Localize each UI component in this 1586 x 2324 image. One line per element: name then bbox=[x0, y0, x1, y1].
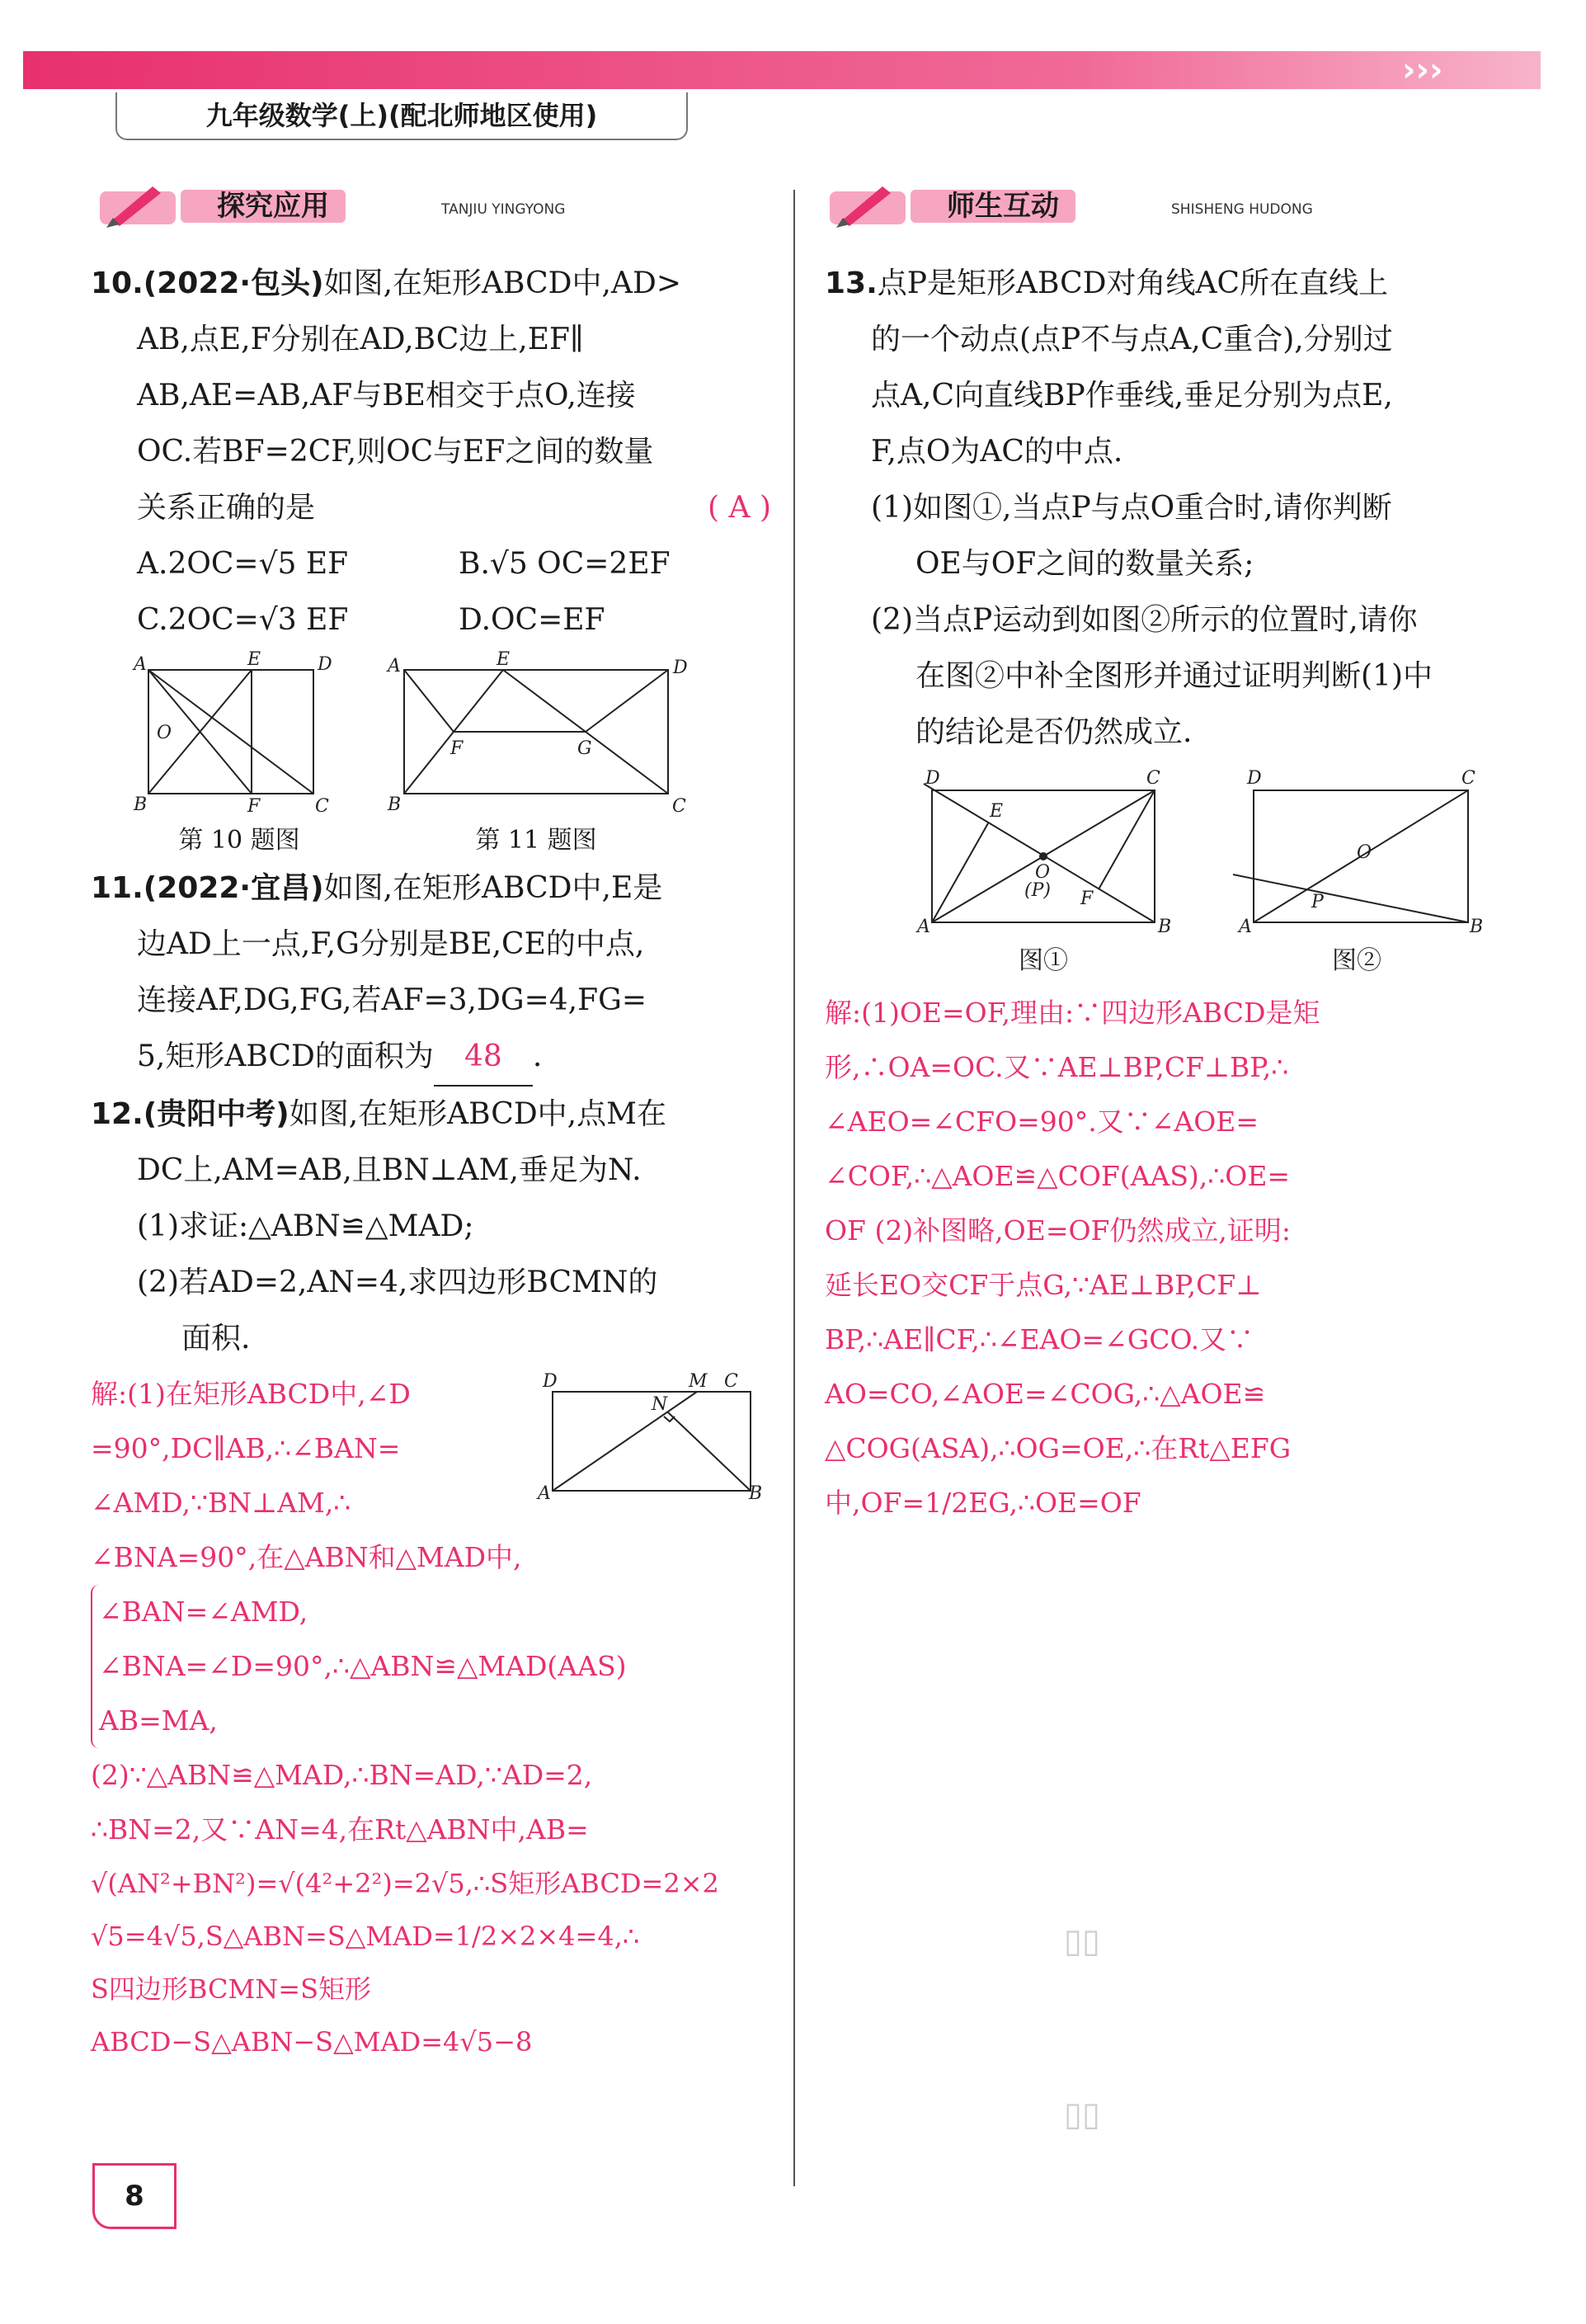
answer-choice: ( A ) bbox=[708, 491, 771, 525]
svg-text:E: E bbox=[990, 801, 1004, 822]
fill-blank-answer: 48 bbox=[434, 1029, 533, 1087]
svg-text:F: F bbox=[1080, 889, 1094, 909]
q-text: 边AD上一点,F,G分别是BE,CE的中点, bbox=[137, 927, 645, 961]
solution-line: ∠AEO=∠CFO=90°.又∵∠AOE= bbox=[825, 1105, 1259, 1138]
figures-row bbox=[91, 649, 771, 856]
svg-text:A: A bbox=[388, 656, 401, 676]
q-source: (2022·宜昌) bbox=[143, 871, 324, 905]
solution-12 bbox=[91, 1367, 771, 2068]
solution-line: 延长EO交CF于点G,∵AE⊥BP,CF⊥ bbox=[825, 1269, 1262, 1301]
solution-line: ∠COF,∴△AOE≌△COF(AAS),∴OE= bbox=[825, 1160, 1291, 1192]
svg-text:A: A bbox=[917, 917, 930, 937]
column-divider bbox=[793, 190, 795, 2186]
q-text: AB,AE=AB,AF与BE相交于点O,连接 bbox=[137, 379, 636, 412]
figure-caption: 第 11 题图 bbox=[475, 826, 597, 855]
question-10 bbox=[91, 256, 771, 648]
question-12 bbox=[91, 1087, 771, 2068]
solution-13 bbox=[825, 986, 1501, 1530]
right-column bbox=[825, 256, 1501, 1530]
q-source: (2022·包头) bbox=[143, 266, 324, 300]
option-d: D.OC=EF bbox=[459, 603, 605, 637]
q-part: 在图②中补全图形并通过证明判断(1)中 bbox=[915, 659, 1433, 693]
figure-13-2-diagram bbox=[1229, 766, 1485, 939]
pen-icon bbox=[95, 178, 186, 231]
q-text: AB,点E,F分别在AD,BC边上,EF∥ bbox=[137, 323, 584, 356]
section-header-right bbox=[825, 178, 1501, 229]
svg-text:D: D bbox=[318, 654, 332, 675]
question-13 bbox=[825, 256, 1501, 1530]
solution-line: =90°,DC∥AB,∴∠BAN= bbox=[91, 1432, 401, 1464]
q-text: 连接AF,DG,FG,若AF=3,DG=4,FG= bbox=[137, 983, 647, 1017]
figure-13-2 bbox=[1229, 766, 1485, 976]
solution-line: AO=CO,∠AOE=∠COG,∴△AOE≌ bbox=[825, 1378, 1266, 1410]
solution-line: ∴BN=2,又∵AN=4,在Rt△ABN中,AB= bbox=[91, 1813, 589, 1846]
figure-13-1 bbox=[915, 766, 1171, 976]
q-part: (2)若AD=2,AN=4,求四边形BCMN的 bbox=[137, 1266, 658, 1299]
q-part: (1)求证:△ABN≌△MAD; bbox=[137, 1209, 474, 1243]
figure-caption: 图② bbox=[1332, 946, 1381, 975]
figure-11 bbox=[379, 649, 693, 856]
bleed-through-mark: ▯▯ bbox=[1064, 2095, 1101, 2133]
figure-10 bbox=[132, 649, 346, 856]
q-number: 13. bbox=[825, 266, 878, 300]
q-text: 如图,在矩形ABCD中,AD> bbox=[323, 266, 682, 300]
options bbox=[91, 536, 771, 648]
svg-text:A: A bbox=[538, 1483, 551, 1504]
chevron-icon: ››› bbox=[1402, 51, 1443, 89]
figure-caption: 图① bbox=[1019, 946, 1068, 975]
section-pinyin: TANJIU YINGYONG bbox=[441, 201, 566, 218]
q-text: OC.若BF=2CF,则OC与EF之间的数量 bbox=[137, 435, 654, 469]
page-number: 8 bbox=[92, 2163, 176, 2229]
solution-line: OF (2)补图略,OE=OF仍然成立,证明: bbox=[825, 1214, 1292, 1247]
q-part: 的结论是否仍然成立. bbox=[915, 715, 1193, 749]
svg-text:C: C bbox=[672, 796, 686, 817]
section-title: 探究应用 bbox=[181, 190, 346, 223]
q-part: OE与OF之间的数量关系; bbox=[915, 547, 1254, 581]
svg-text:C: C bbox=[315, 796, 329, 817]
svg-text:D: D bbox=[673, 658, 688, 678]
figure-12-diagram bbox=[536, 1367, 763, 1504]
page-subtitle: 九年级数学(上)(配北师地区使用) bbox=[115, 92, 688, 140]
svg-text:E: E bbox=[247, 649, 261, 670]
solution-line: BP,∴AE∥CF,∴∠EAO=∠GCO.又∵ bbox=[825, 1323, 1254, 1355]
q-text: 点P是矩形ABCD对角线AC所在直线上 bbox=[877, 266, 1389, 300]
option-a: A.2OC=√5 EF bbox=[137, 547, 349, 581]
solution-line: ∠AMD,∵BN⊥AM,∴ bbox=[91, 1487, 351, 1519]
q-part: (1)如图①,当点P与点O重合时,请你判断 bbox=[871, 491, 1392, 525]
svg-text:E: E bbox=[497, 649, 511, 670]
svg-text:G: G bbox=[577, 738, 592, 759]
svg-text:F: F bbox=[247, 796, 261, 817]
section-pinyin: SHISHENG HUDONG bbox=[1171, 201, 1313, 218]
svg-text:A: A bbox=[1239, 917, 1252, 937]
q-text: 5,矩形ABCD的面积为 bbox=[137, 1039, 434, 1073]
q-text: DC上,AM=AB,且BN⊥AM,垂足为N. bbox=[137, 1153, 642, 1187]
q-part: (2)当点P运动到如图②所示的位置时,请你 bbox=[871, 603, 1418, 637]
solution-line: S四边形BCMN=S矩形ABCD−S△ABN−S△MAD=4√5−8 bbox=[91, 1973, 533, 2058]
header-band bbox=[23, 51, 1541, 89]
q-number: 10. bbox=[91, 266, 144, 300]
q-number: 11. bbox=[91, 871, 144, 905]
svg-text:A: A bbox=[134, 654, 147, 675]
svg-text:C: C bbox=[1461, 768, 1475, 789]
svg-text:O: O bbox=[1357, 842, 1372, 863]
figure-13-1-diagram bbox=[915, 766, 1171, 939]
svg-text:B: B bbox=[1470, 917, 1484, 937]
solution-line: (2)∵△ABN≌△MAD,∴BN=AD,∵AD=2, bbox=[91, 1759, 593, 1791]
section-title: 师生互动 bbox=[911, 190, 1075, 223]
svg-text:P: P bbox=[1311, 892, 1324, 912]
figure-caption: 第 10 题图 bbox=[178, 826, 300, 855]
solution-line: 中,OF=1/2EG,∴OE=OF bbox=[825, 1487, 1141, 1519]
solution-line: AB=MA, bbox=[99, 1704, 218, 1737]
q-text: 的一个动点(点P不与点A,C重合),分别过 bbox=[871, 323, 1393, 356]
q-part: 面积. bbox=[181, 1322, 251, 1355]
solution-line: ∠BNA=∠D=90°,∴△ABN≌△MAD(AAS) bbox=[99, 1650, 627, 1682]
svg-text:O: O bbox=[157, 723, 172, 743]
solution-line: √5=4√5,S△ABN=S△MAD=1/2×2×4=4,∴ bbox=[91, 1921, 640, 1952]
svg-text:O: O bbox=[1035, 862, 1051, 883]
solution-line: 解:(1)在矩形ABCD中,∠D bbox=[91, 1378, 411, 1410]
option-b: B.√5 OC=2EF bbox=[459, 547, 671, 581]
solution-line: 解:(1)OE=OF,理由:∵四边形ABCD是矩 bbox=[825, 997, 1320, 1029]
q-text: 关系正确的是 bbox=[137, 491, 316, 525]
solution-line: 形,∴OA=OC.又∵AE⊥BP,CF⊥BP,∴ bbox=[825, 1051, 1289, 1083]
svg-text:B: B bbox=[134, 794, 148, 815]
solution-line: √(AN²+BN²)=√(4²+2²)=2√5,∴S矩形ABCD=2×2 bbox=[91, 1868, 719, 1899]
q-source: (贵阳中考) bbox=[143, 1097, 289, 1131]
svg-text:M: M bbox=[689, 1371, 708, 1392]
svg-text:C: C bbox=[1146, 768, 1160, 789]
q-text: 如图,在矩形ABCD中,E是 bbox=[323, 871, 663, 905]
pen-icon bbox=[825, 178, 915, 231]
svg-text:B: B bbox=[388, 794, 402, 815]
svg-text:B: B bbox=[1158, 917, 1172, 937]
bleed-through-mark: ▯▯ bbox=[1064, 1922, 1101, 1960]
svg-text:D: D bbox=[925, 768, 940, 789]
solution-line: △COG(ASA),∴OG=OE,∴在Rt△EFG bbox=[825, 1432, 1292, 1464]
q-text: 如图,在矩形ABCD中,点M在 bbox=[289, 1097, 666, 1131]
left-column bbox=[91, 256, 771, 2068]
option-c: C.2OC=√3 EF bbox=[137, 603, 349, 637]
figure-10-diagram bbox=[132, 649, 346, 818]
svg-text:D: D bbox=[543, 1371, 558, 1392]
solution-system bbox=[91, 1585, 771, 1748]
q-text: F,点O为AC的中点. bbox=[871, 435, 1123, 469]
svg-text:C: C bbox=[724, 1371, 738, 1392]
question-11 bbox=[91, 860, 771, 1087]
svg-text:F: F bbox=[450, 738, 464, 759]
q-text: . bbox=[532, 1039, 543, 1073]
q-number: 12. bbox=[91, 1097, 144, 1131]
figure-11-diagram bbox=[379, 649, 693, 818]
q-text: 点A,C向直线BP作垂线,垂足分别为点E, bbox=[871, 379, 1393, 412]
svg-text:D: D bbox=[1247, 768, 1262, 789]
solution-line: ∠BAN=∠AMD, bbox=[99, 1596, 308, 1628]
svg-text:(P): (P) bbox=[1024, 880, 1051, 901]
svg-text:N: N bbox=[652, 1394, 668, 1415]
figures-row bbox=[825, 766, 1501, 976]
solution-line: ∠BNA=90°,在△ABN和△MAD中, bbox=[91, 1541, 522, 1573]
svg-text:B: B bbox=[749, 1483, 763, 1504]
section-header-left bbox=[95, 178, 771, 229]
